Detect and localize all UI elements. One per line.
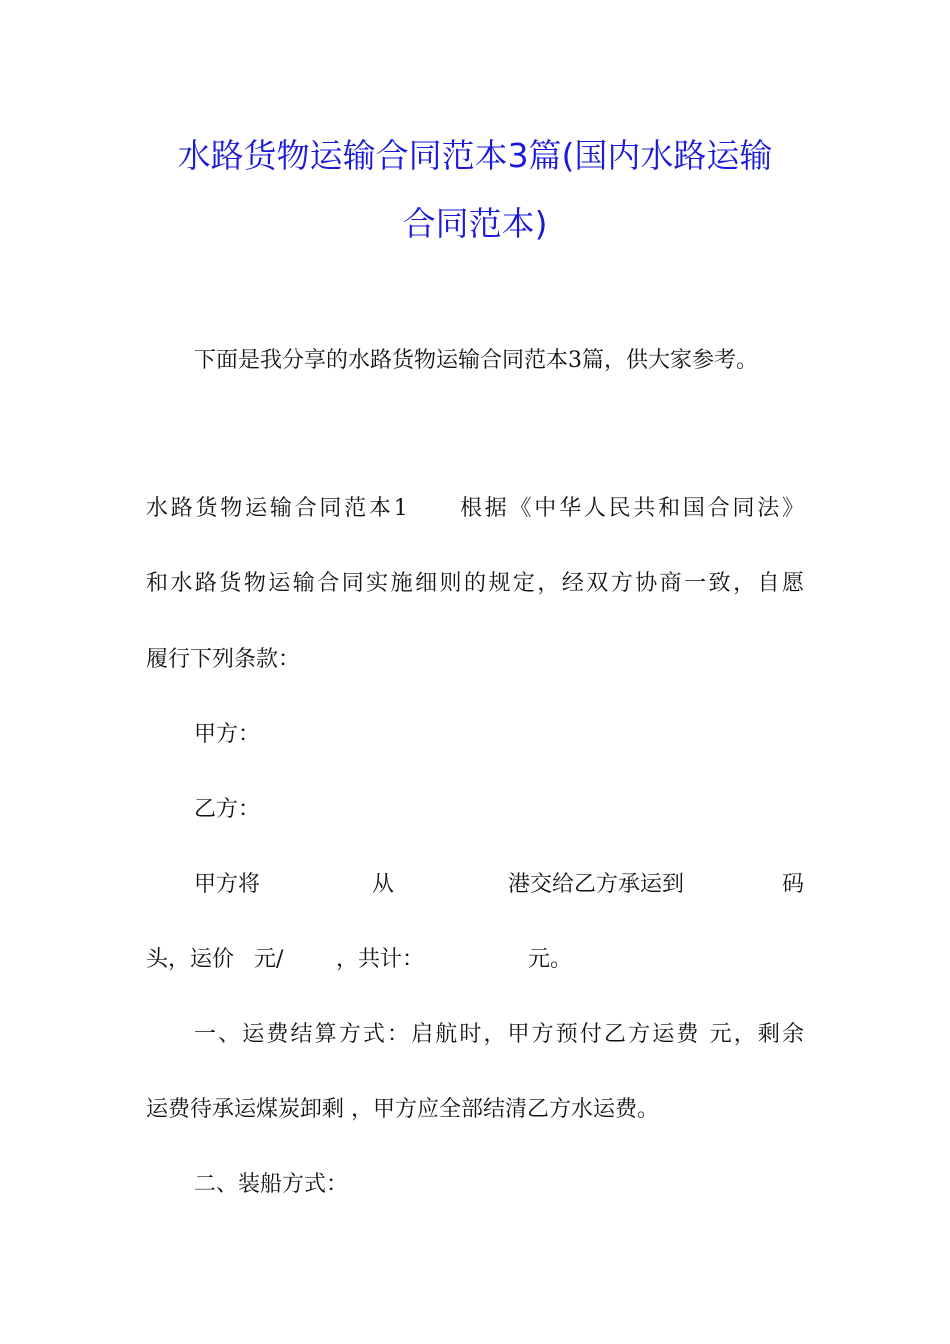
transport-text-7: ，共计： bbox=[336, 947, 425, 972]
clause-1-line-1: 一、运费结算方式：启航时，甲方预付乙方运费 元，剩余 bbox=[194, 1022, 804, 1047]
document-title-line-1: 水路货物运输合同范本3篇(国内水路运输 bbox=[177, 136, 773, 175]
document-title-line-2: 合同范本) bbox=[402, 204, 548, 243]
clause-1-line-2: 运费待承运煤炭卸剩 ，甲方应全部结清乙方水运费。 bbox=[146, 1097, 659, 1122]
party-a-label: 甲方： bbox=[194, 722, 261, 747]
contract1-line-3: 履行下列条款： bbox=[146, 647, 301, 672]
transport-text-4: 码 bbox=[782, 872, 805, 897]
transport-text-6: 元/ bbox=[254, 947, 284, 972]
transport-text-2: 从 bbox=[372, 872, 395, 897]
contract1-line-2: 和水路货物运输合同实施细则的规定，经双方协商一致，自愿 bbox=[146, 571, 804, 596]
transport-text-3: 港交给乙方承运到 bbox=[508, 872, 685, 897]
contract1-line-1: 水路货物运输合同范本1 根据《中华人民共和国合同法》 bbox=[146, 496, 804, 521]
transport-text-1: 甲方将 bbox=[194, 872, 261, 897]
transport-text-5: 头，运价 bbox=[146, 947, 235, 972]
transport-text-8: 元。 bbox=[528, 947, 573, 972]
party-b-label: 乙方： bbox=[194, 797, 261, 822]
clause-2-heading: 二、装船方式： bbox=[194, 1172, 349, 1197]
intro-paragraph: 下面是我分享的水路货物运输合同范本3篇，供大家参考。 bbox=[194, 348, 758, 373]
